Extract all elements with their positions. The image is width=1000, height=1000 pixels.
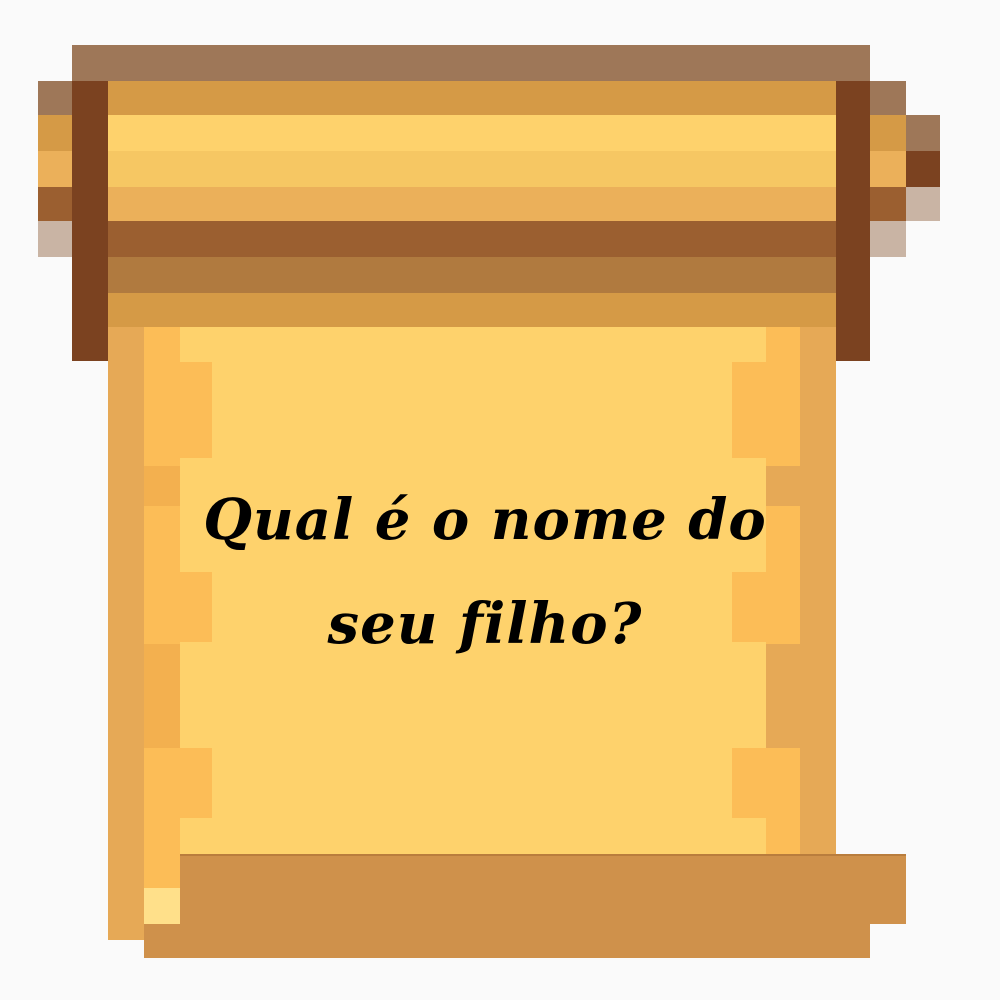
rod-cap-right — [836, 81, 870, 361]
parchment-right-edge — [800, 326, 836, 856]
rod-band-6 — [72, 257, 870, 293]
rod-band-3 — [72, 151, 870, 187]
question-text: Qual é o nome do seu filho? — [203, 487, 767, 657]
bottom-curl — [180, 854, 906, 924]
rod-cap-left — [72, 81, 108, 361]
rod-band-1 — [72, 81, 870, 115]
rod-band-5 — [72, 221, 870, 257]
rod-band-2 — [72, 115, 870, 151]
rod-top-edge — [72, 45, 870, 81]
rod-band-7 — [72, 293, 870, 327]
parchment-left-edge — [108, 290, 144, 940]
rod-band-4 — [72, 187, 870, 221]
